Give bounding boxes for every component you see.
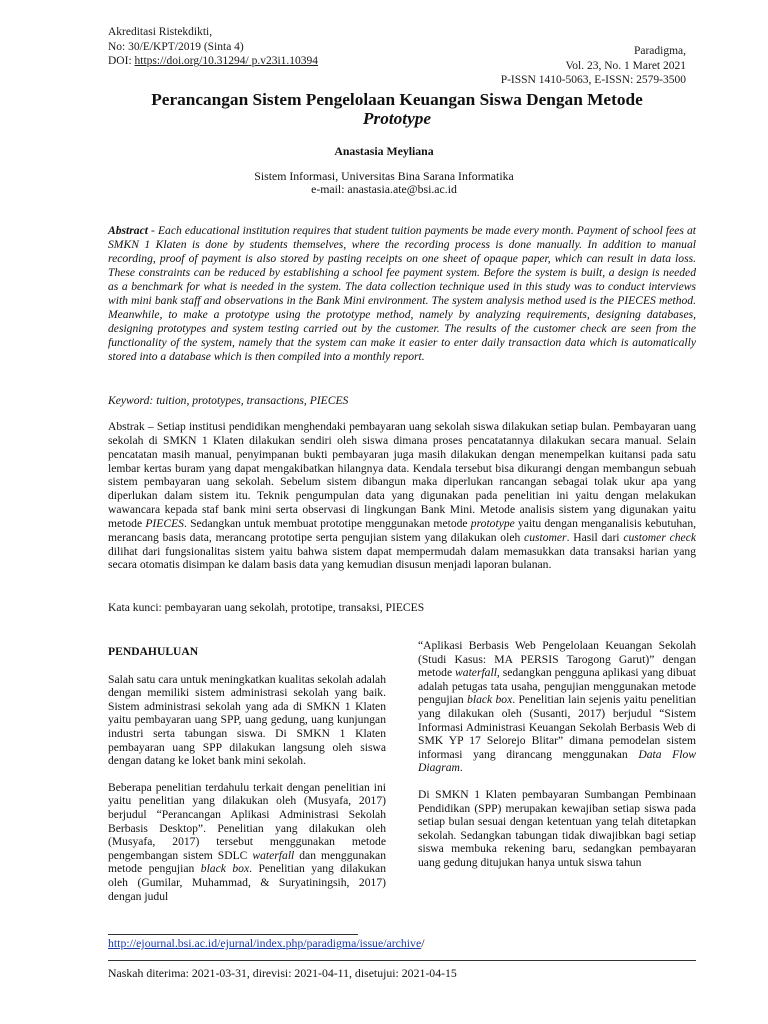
abstrak-text-5: dilihat dari fungsionalitas sistem yaitu bahwa sistem dapat mempermudah dalam memasukkan data transaksi harian yang secara otomatis disimpan ke dalam basis data yang kemudian disusun menjadi laporan bulanan. [108, 544, 696, 572]
affiliation-institution: Sistem Informasi, Universitas Bina Sarana Informatika [254, 169, 514, 183]
abstrak-pieces: PIECES [145, 516, 184, 530]
right-column [418, 639, 696, 870]
doi-prefix: DOI: [108, 55, 135, 68]
abstrak-prototype: prototype [470, 516, 515, 530]
right-p1-text-c: . Penelitian lain sejenis yaitu penelitian yang dilakukan oleh (Susanti, 2017) berjudul “Sistem Informasi Administrasi Keuangan Sekolah Berbasis Web di SMK YP 17 Selorejo Blitar” dimana pemodelan sistem informasi yang dirancang menggunakan [418, 693, 697, 761]
right-p1-waterfall: waterfall, [455, 666, 500, 680]
left-column [108, 645, 386, 903]
doi-suffix-link[interactable]: p.v23i1.10394 [248, 55, 319, 68]
right-paragraph-2: Di SMKN 1 Klaten pembayaran Sumbangan Pembinaan Pendidikan (SPP) merupakan kewajiban setiap siswa pada setiap bulan sesuai dengan ketentuan yang telah ditetapkan sekolah. Sedangkan tabungan tidak diwajibkan bagi setiap siswa membuka rekening baru, sedangkan pembayaran uang gedung ditujukan hanya untuk siswa tahun [418, 787, 696, 869]
intro-p2-waterfall: waterfall [252, 848, 295, 862]
right-p1-text-a: “Aplikasi Berbasis Web Pengelolaan Keuangan Sekolah (Studi Kasus: MA PERSIS Tarogong Garut)” dengan metode [418, 639, 696, 680]
footer-archive-link-block [108, 936, 424, 951]
right-p1-text-d: . [459, 761, 463, 775]
manuscript-dates: Naskah diterima: 2021-03-31, direvisi: 2021-04-11, disetujui: 2021-04-15 [108, 966, 457, 980]
abstract-label: Abstract [108, 224, 148, 237]
abstract-indonesian [108, 420, 696, 572]
intro-p2-text-c: . Penelitian yang dilakukan oleh (Gumilar, Muhammad, & Suryatiningsih, 2017) dengan judul [108, 862, 387, 903]
journal-issue-block [501, 44, 686, 88]
accreditation-line: Akreditasi Ristekdikti, [108, 26, 213, 38]
right-paragraph-1 [418, 639, 696, 775]
paper-title-line2: Prototype [362, 109, 432, 128]
journal-issn: P-ISSN 1410-5063, E-ISSN: 2579-3500 [500, 74, 686, 87]
paper-title-line1: Perancangan Sistem Pengelolaan Keuangan Siswa Dengan Metode [151, 90, 643, 109]
section-heading-pendahuluan: PENDAHULUAN [108, 645, 199, 658]
affiliation-email: e-mail: anastasia.ate@bsi.ac.id [311, 182, 457, 197]
keywords-english: Keyword: tuition, prototypes, transactions, PIECES [108, 394, 349, 407]
abstrak-text-1: Abstrak – Setiap institusi pendidikan menghendaki pembayaran uang sekolah siswa dilakukan setiap bulan. Pembayaran uang sekolah di SMKN 1 Klaten dilakukan sendiri oleh siswa dimana proses pencatatannya dilakukan secara manual. Selain pencatatan masih manual, penyimpanan bukti pembayaran juga masih dilakukan dengan menempelkan kuitansi pada satu lembar kertas buram yang dapat mengakibatkan hilangnya data. Kendala tersebut bisa dikurangi dengan membangun sebuah sistem pembayaran uang sekolah. Sebelum sistem dibangun maka diperlukan rancangan sebagai tolak ukur apa yang diperlukan dalam sistem itu. Teknik pengumpulan data yang digunakan pada penelitian ini yaitu dengan melakukan wawancara kepada staf bank mini serta observasi di lingkungan Bank Mini. Metode analisis sistem yang digunakan yaitu metode [108, 420, 696, 530]
right-p1-text-b: sedangkan pengguna aplikasi yang dibuat adalah petugas tata usaha, pengujian menggunakan metode pengujian [418, 666, 696, 707]
journal-volume: Vol. 23, No. 1 Maret 2021 [565, 59, 686, 72]
journal-archive-link[interactable]: http://ejournal.bsi.ac.id/ejurnal/index.php/paradigma/issue/archive [108, 936, 422, 950]
abstrak-text-4: . Hasil dari [566, 530, 624, 544]
author-name: Anastasia Meyliana [334, 144, 434, 158]
intro-p2-blackbox: black box [200, 862, 250, 876]
abstrak-customer-check: customer check [623, 530, 696, 544]
abstract-text: - Each educational institution requires that student tuition payments be made every month. Payment of school fees at SMKN 1 Klaten is done by students themselves, where the recording process is done manually. In addition to manual recording, proof of payment is also stored by pasting receipts on one sheet of opaque paper, which can result in data loss. These constraints can be reduced by establishing a school fee payment system. Before the system is built, a design is needed as a benchmark for what is needed in the system. The data collection technique used in this study was to conduct interviews with mini bank staff and observations in the Bank Mini environment. The system analysis method used is the PIECES method. Meanwhile, to make a prototype using the prototype method, namely by analyzing requirements, designing databases, designing prototypes and system testing carried out by the customer. The results of the customer check are seen from the functionality of the system, namely that the system can make it easier to enter daily transaction data which is automatically stored into a database which is then compiled into a monthly report. [108, 224, 696, 364]
intro-paragraph-2 [108, 781, 386, 903]
abstrak-customer: customer [524, 530, 567, 544]
bottom-divider [108, 960, 696, 961]
journal-accreditation-block [108, 25, 318, 69]
abstrak-text-3: yaitu dengan menganalisis kebutuhan, merancang basis data, merancang prototipe serta pengujian sistem yang dilakukan oleh [108, 516, 697, 544]
right-p1-blackbox: black box [467, 693, 513, 707]
author-affiliation [0, 170, 768, 197]
intro-p2-text-a: Beberapa penelitian terdahulu terkait dengan penelitian ini yaitu penelitian yang dilakukan oleh (Musyafa, 2017) berjudul “Perancangan Aplikasi Administrasi Sekolah Berbasis Desktop”. Penelitian yang dilakukan oleh (Musyafa, 2017) tersebut menggunakan metode pengembangan sistem SDLC [108, 780, 386, 862]
abstrak-text-2: . Sedangkan untuk membuat prototipe menggunakan metode [183, 516, 471, 530]
keywords-indonesian: Kata kunci: pembayaran uang sekolah, prototipe, transaksi, PIECES [108, 601, 425, 614]
accreditation-number: No: 30/E/KPT/2019 (Sinta 4) [108, 40, 244, 53]
footnote-divider [108, 934, 358, 935]
journal-archive-link-suffix: / [421, 936, 425, 950]
paper-title [108, 90, 686, 128]
intro-p2-text-b: dan menggunakan metode pengujian [108, 848, 386, 876]
doi-line [108, 54, 318, 69]
abstract-english [108, 224, 696, 364]
doi-link[interactable]: https://doi.org/10.31294/ [134, 55, 249, 68]
intro-paragraph-1: Salah satu cara untuk meningkatkan kualitas sekolah adalah dengan memiliki sistem administrasi sekolah yang baik. Sistem administrasi sekolah yang ada di SMKN 1 Klaten yaitu pembayaran uang SPP, uang gedung, uang kunjungan industri serta tabungan siswa. Di SMKN 1 Klaten pembayaran uang SPP dilakukan langsung oleh siswa dengan datang ke loket bank mini sekolah. [108, 672, 386, 768]
journal-name: Paradigma, [633, 45, 686, 57]
right-p1-dfd: Data Flow Diagram [418, 747, 697, 775]
